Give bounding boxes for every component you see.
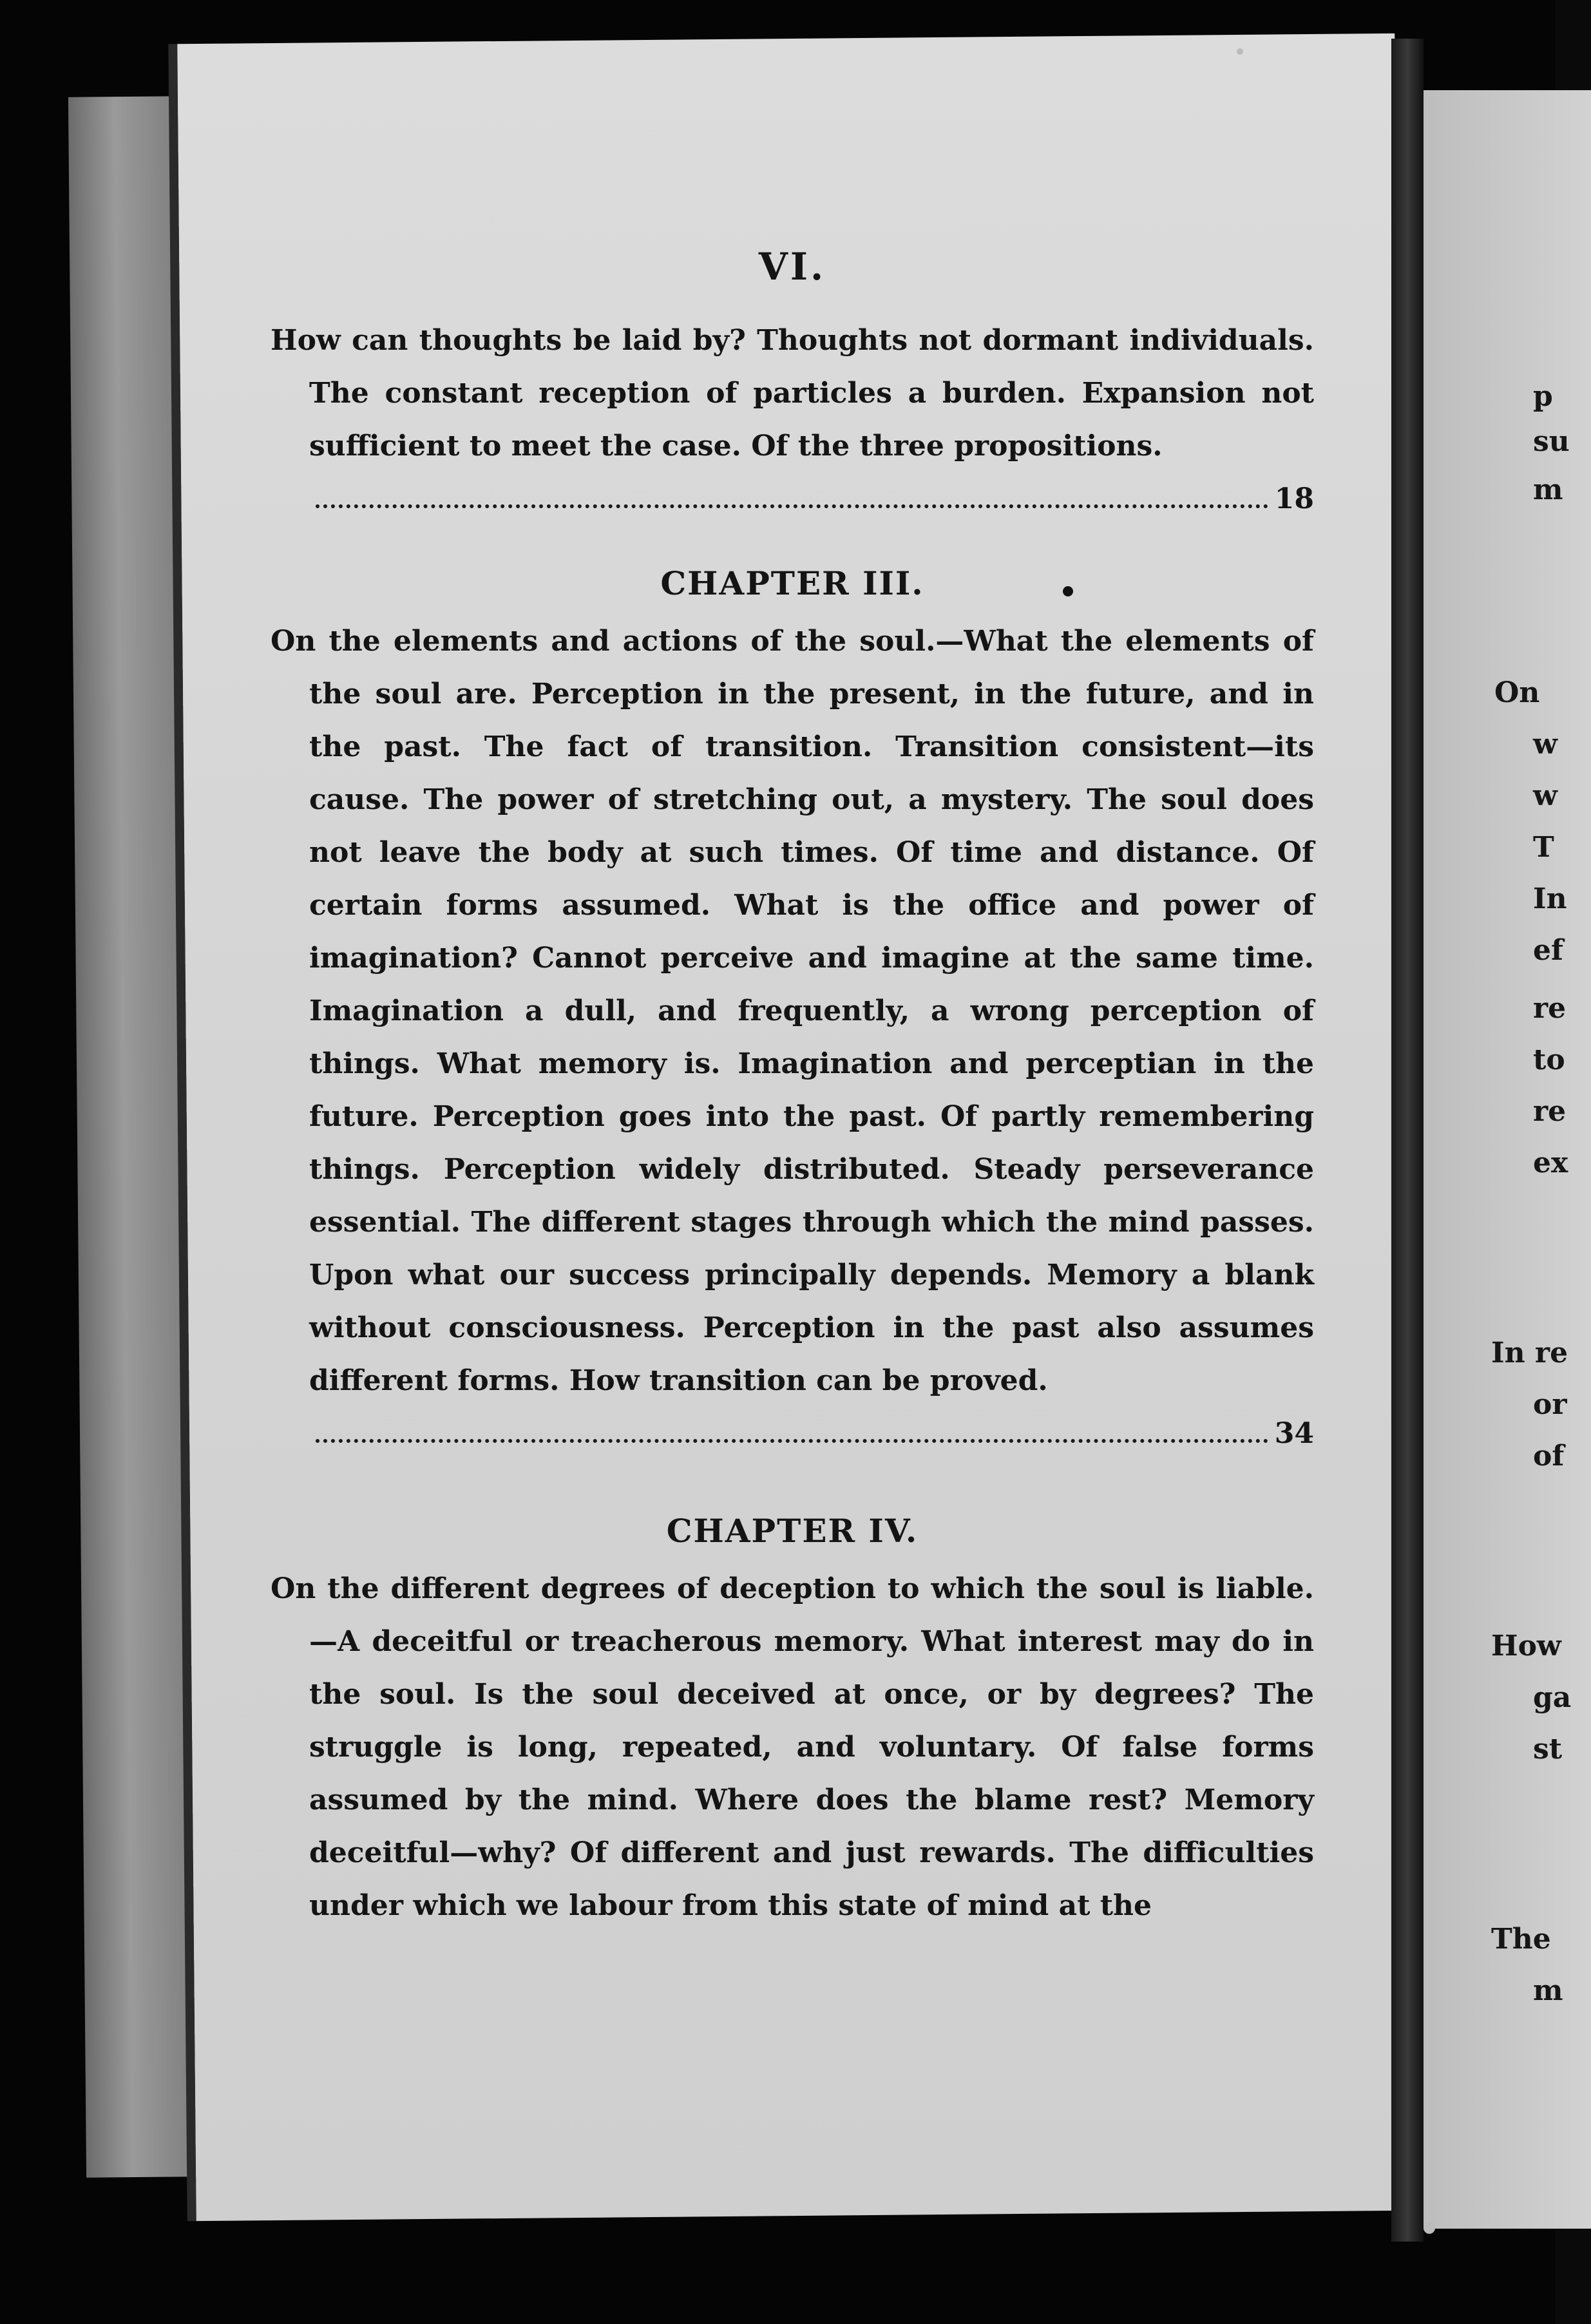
book-spine — [1391, 39, 1424, 2242]
facing-fragment: or — [1533, 1388, 1567, 1421]
facing-fragment: m — [1533, 473, 1563, 506]
chapter-summary: On the elements and actions of the soul.—What the elements of the soul are. Perception in the present, in the future, and in the past. The fact of transition. Transition consistent—its cause. The power of stretching out, a mystery. The soul does not leave the body at such times. Of time and distance. Of certain forms assumed. What is the office and power of imagination? Cannot perceive and imagine at the same time. Imagination a dull, and frequently, a wrong perception of things. What memory is. Imagination and perceptian in the future. Perception goes into the past. Of partly remembering things. Perception widely distributed. Steady perseverance essential. The different stages through which the mind passes. Upon what our success principally depends. Memory a blank without consciousness. Perception in the past also assumes different forms. How transition can be proved. — [271, 625, 1314, 1397]
dot-leader — [316, 504, 1268, 508]
facing-fragment: w — [1533, 728, 1558, 761]
facing-fragment: How — [1491, 1630, 1561, 1662]
section-continuation — [271, 314, 1314, 526]
page-reference-row — [271, 1407, 1314, 1460]
chapter-4-section — [271, 1512, 1314, 1932]
facing-fragment: In — [1533, 882, 1567, 915]
chapter-summary: On the different degrees of deception to which the soul is liable. —A deceitful or treacherous memory. What interest may do in the soul. Is the soul deceived at once, or by degrees? The struggle is long, repeated, and voluntary. Of false forms assumed by the mind. Where does the blame rest? Memory deceitful—why? Of different and just rewards. The difficulties under which we labour from this state of mind at the — [271, 1572, 1314, 1922]
page-reference: 18 — [1274, 482, 1314, 515]
dust-speck — [1237, 48, 1243, 55]
facing-fragment: re — [1533, 1095, 1567, 1128]
facing-fragment: w — [1533, 779, 1558, 812]
facing-fragment: ga — [1533, 1681, 1572, 1714]
chapter-heading: CHAPTER IV. — [666, 1512, 919, 1550]
page-reference: 34 — [1274, 1417, 1314, 1450]
dust-speck — [1424, 2222, 1435, 2234]
facing-fragment: In re — [1491, 1337, 1568, 1369]
chapter-heading: CHAPTER III. — [660, 564, 924, 602]
dot-leader — [316, 1439, 1268, 1443]
facing-fragment: ef — [1533, 934, 1563, 967]
facing-fragment: p — [1533, 380, 1553, 413]
section-text: How can thoughts be laid by? Thoughts not dormant individuals. The constant reception of particles a burden. Expansion not sufficient to meet the case. Of the three propositions. — [271, 324, 1314, 462]
ink-speck — [1063, 586, 1073, 596]
facing-fragment: re — [1533, 992, 1567, 1025]
facing-fragment: su — [1533, 425, 1570, 458]
facing-fragment: The — [1491, 1923, 1551, 1956]
facing-fragment: T — [1533, 831, 1554, 864]
facing-fragment: to — [1533, 1043, 1565, 1076]
contents-page — [271, 245, 1314, 1932]
facing-fragment: ex — [1533, 1147, 1568, 1179]
page-reference-row — [271, 473, 1314, 526]
facing-fragment: On — [1494, 676, 1540, 709]
facing-fragment: st — [1533, 1733, 1563, 1766]
facing-fragment: of — [1533, 1440, 1565, 1472]
facing-fragment: m — [1533, 1974, 1563, 2007]
page-numeral: VI. — [758, 245, 826, 289]
chapter-3-section — [271, 564, 1314, 1460]
